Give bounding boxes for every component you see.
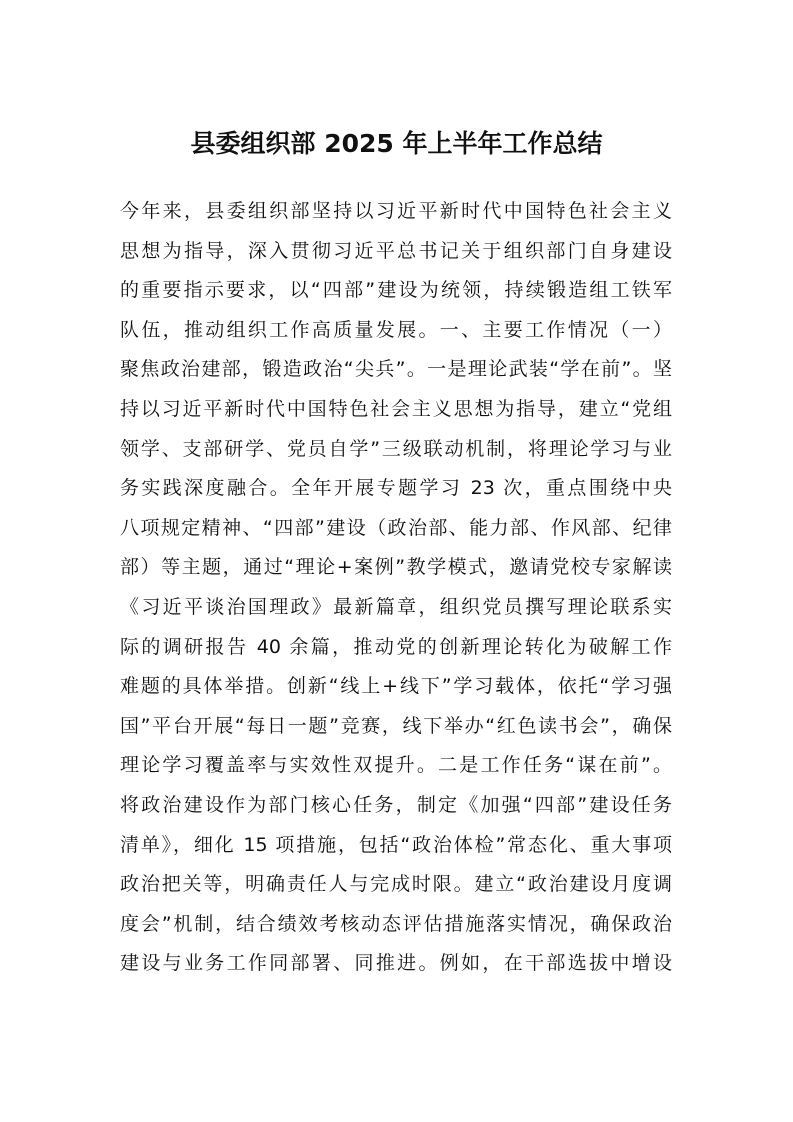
body-line: 《习近平谈治国理政》最新篇章，组织党员撰写理论联系实: [120, 595, 672, 618]
body-line: 部）等主题，通过“理论+案例”教学模式，邀请党校专家解读: [120, 556, 672, 579]
body-line: 难题的具体举措。创新“线上+线下”学习载体，依托“学习强: [120, 675, 672, 698]
body-line: 聚焦政治建部，锻造政治“尖兵”。一是理论武装“学在前”。坚: [120, 358, 672, 381]
body-line: 领学、支部研学、党员自学”三级联动机制，将理论学习与业: [120, 437, 672, 460]
document-body: [120, 192, 672, 984]
body-line: 务实践深度融合。全年开展专题学习 23 次，重点围绕中央: [120, 477, 672, 500]
body-line: 思想为指导，深入贯彻习近平总书记关于组织部门自身建设: [120, 239, 672, 262]
body-line: 清单》，细化 15 项措施，包括“政治体检”常态化、重大事项: [120, 833, 672, 856]
document-title: 县委组织部 2025 年上半年工作总结: [190, 129, 603, 158]
body-line: 的重要指示要求，以“四部”建设为统领，持续锻造组工铁军: [120, 279, 672, 302]
body-line: 持以习近平新时代中国特色社会主义思想为指导，建立“党组: [120, 397, 672, 420]
body-line: 国”平台开展“每日一题”竞赛，线下举办“红色读书会”，确保: [120, 714, 672, 737]
body-line: 度会”机制，结合绩效考核动态评估措施落实情况，确保政治: [120, 912, 672, 935]
body-line: 理论学习覆盖率与实效性双提升。二是工作任务“谋在前”。: [120, 754, 672, 777]
body-line: 今年来，县委组织部坚持以习近平新时代中国特色社会主义: [120, 200, 672, 222]
body-line: 将政治建设作为部门核心任务，制定《加强“四部”建设任务: [120, 793, 672, 816]
body-line: 政治把关等，明确责任人与完成时限。建立“政治建设月度调: [120, 873, 672, 896]
body-line: 队伍，推动组织工作高质量发展。一、主要工作情况（一）: [120, 318, 672, 341]
body-line: 八项规定精神、“四部”建设（政治部、能力部、作风部、纪律: [120, 516, 672, 539]
body-line: 建设与业务工作同部署、同推进。例如，在干部选拔中增设: [120, 952, 672, 975]
body-line: 际的调研报告 40 余篇，推动党的创新理论转化为破解工作: [120, 635, 672, 658]
